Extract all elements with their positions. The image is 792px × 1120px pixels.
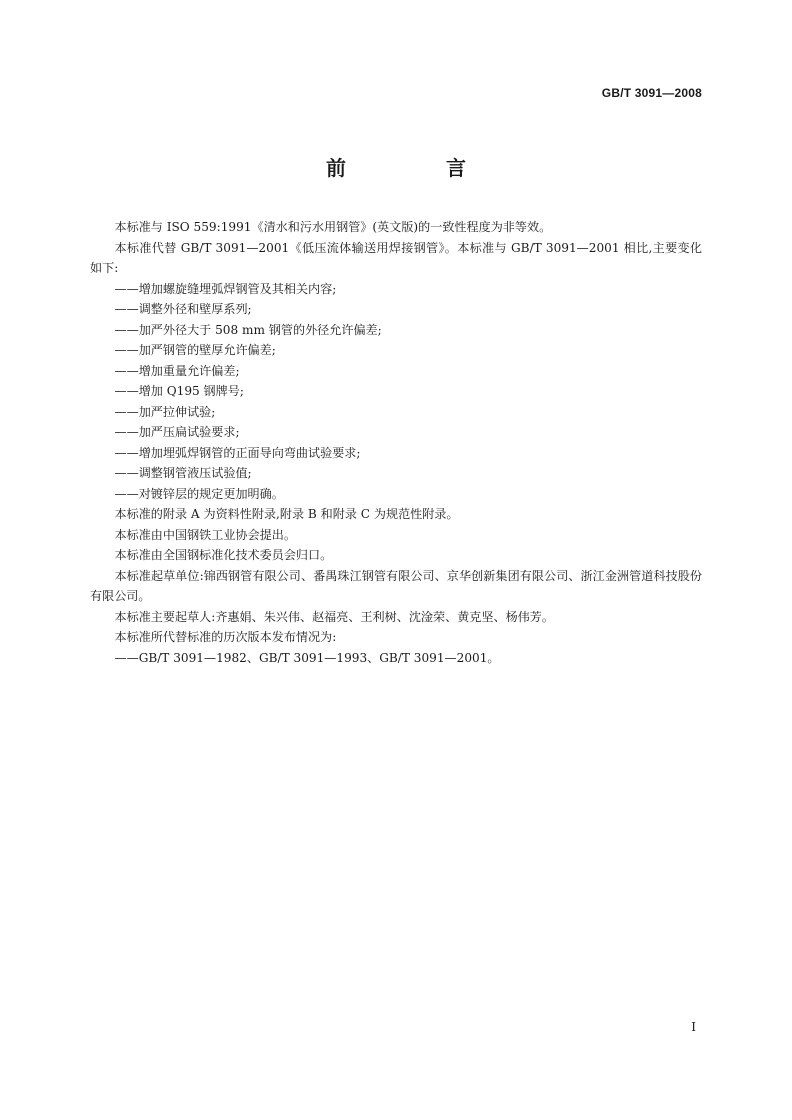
paragraph-annexes: 本标准的附录 A 为资料性附录,附录 B 和附录 C 为规范性附录。 <box>114 507 459 521</box>
page-title: 前 言 <box>326 156 506 180</box>
list-item: ——增加重量允许偏差; <box>114 363 240 378</box>
paragraph-centralized: 本标准由全国钢标准化技术委员会归口。 <box>114 548 333 562</box>
list-item: ——加严拉伸试验; <box>114 404 216 419</box>
list-item: ——加严压扁试验要求; <box>114 425 240 439</box>
list-item: ——加严钢管的壁厚允许偏差; <box>114 343 276 357</box>
paragraph-consistency: 本标准与 ISO 559:1991《清水和污水用钢管》(英文版)的一致性程度为非等效。 <box>114 220 552 234</box>
list-item: ——调整外径和壁厚系列; <box>114 302 252 316</box>
foreword-body <box>90 217 702 668</box>
page-number: I <box>691 1020 696 1034</box>
standard-number: GB/T 3091—2008 <box>601 86 702 100</box>
list-item: ——增加 Q195 钢牌号; <box>114 384 244 398</box>
list-item: ——加严外径大于 508 mm 钢管的外径允许偏差; <box>114 322 382 337</box>
list-item: ——对镀锌层的规定更加明确。 <box>114 486 284 501</box>
paragraph-drafting-units: 本标准起草单位:锦西钢管有限公司、番禺珠江钢管有限公司、京华创新集团有限公司、浙江金洲管道科技股份有限公司。 <box>90 568 702 603</box>
list-item: ——调整钢管液压试验值; <box>114 466 252 480</box>
paragraph-history-intro: 本标准所代替标准的历次版本发布情况为: <box>114 630 337 644</box>
paragraph-proposer: 本标准由中国钢铁工业协会提出。 <box>114 527 296 542</box>
history-item: ——GB/T 3091—1982、GB/T 3091—1993、GB/T 3091—2001。 <box>114 650 500 665</box>
list-item: ——增加螺旋缝埋弧焊钢管及其相关内容; <box>114 281 337 296</box>
paragraph-drafters: 本标准主要起草人:齐惠娟、朱兴伟、赵福亮、王利树、沈淦荣、黄克坚、杨伟芳。 <box>114 609 554 624</box>
list-item: ——增加埋弧焊钢管的正面导向弯曲试验要求; <box>114 445 361 460</box>
paragraph-replacement: 本标准代替 GB/T 3091—2001《低压流体输送用焊接钢管》。本标准与 GB/T 3091—2001 相比,主要变化如下: <box>90 240 702 275</box>
